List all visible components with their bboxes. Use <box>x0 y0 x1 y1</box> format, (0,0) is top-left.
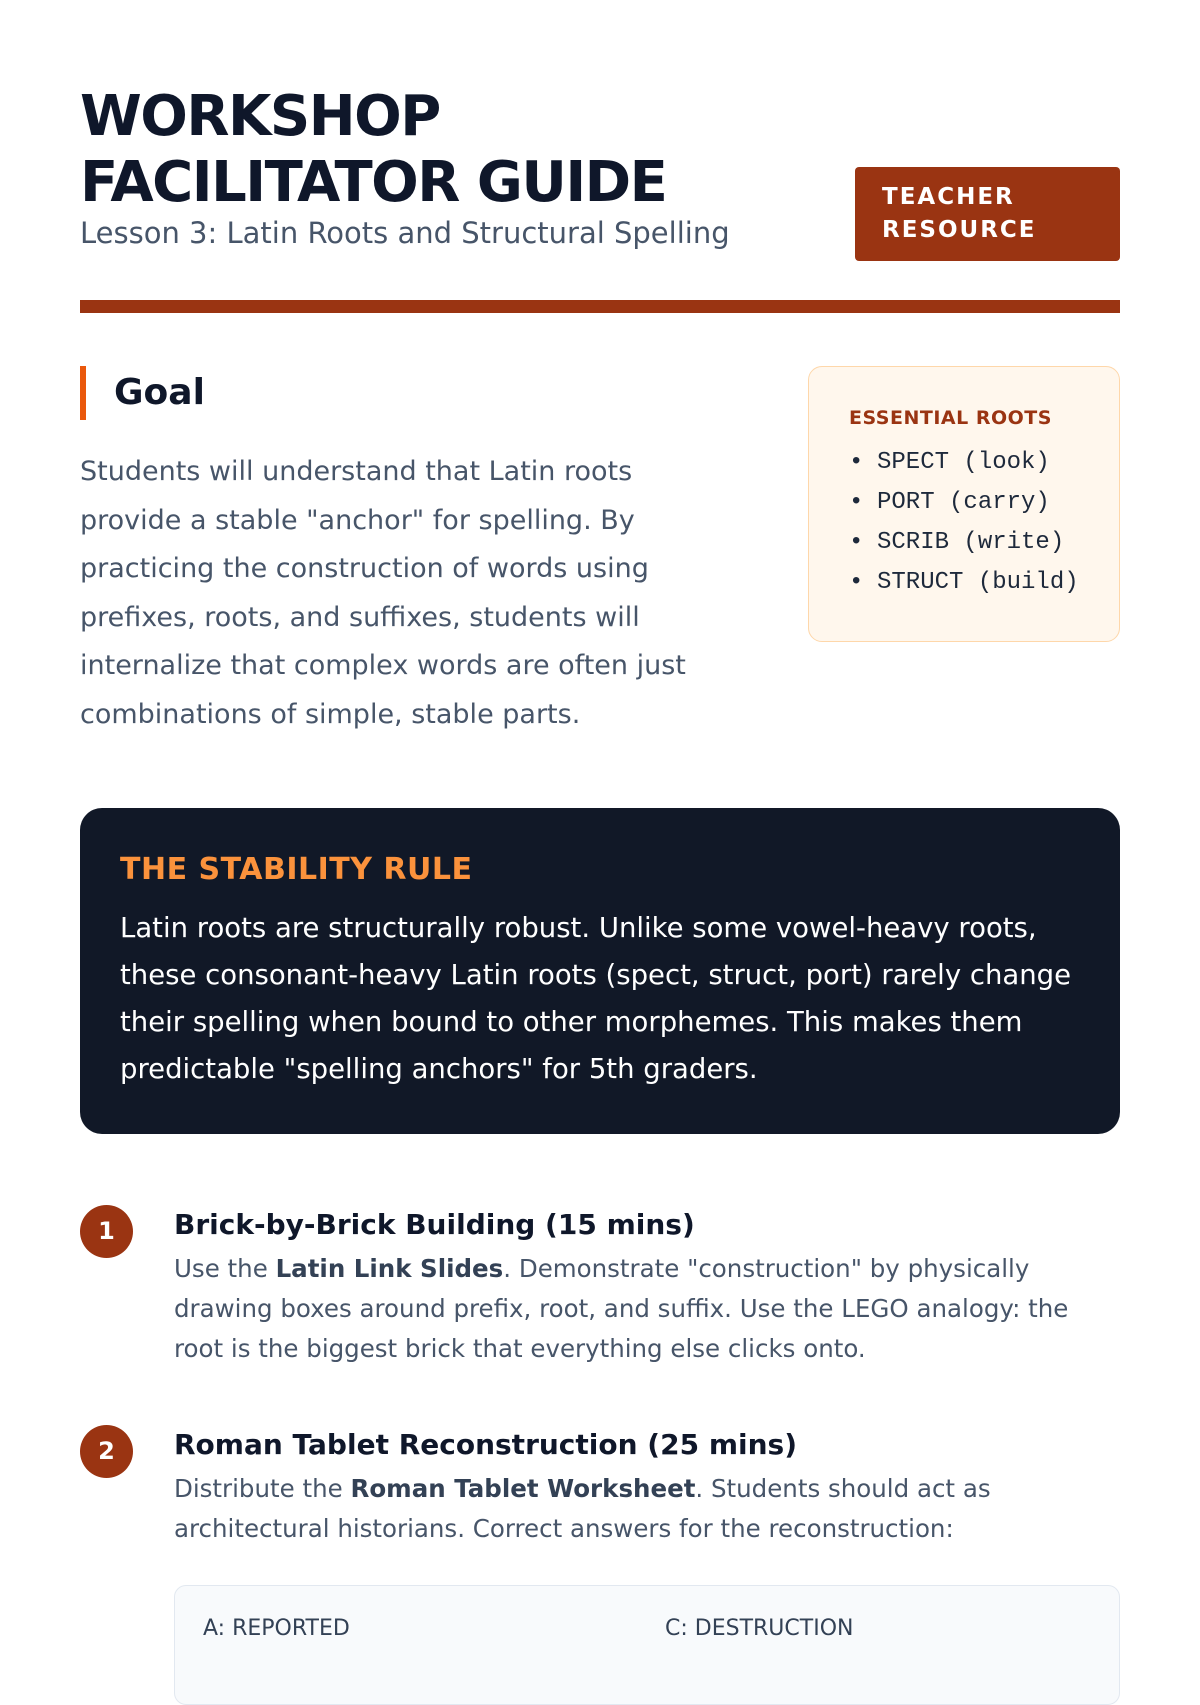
answer-item: C: DESTRUCTION <box>665 1616 854 1641</box>
root-item <box>849 563 1079 603</box>
title-line-1: WORKSHOP <box>80 84 440 149</box>
root-label: SPECT (look) <box>877 449 1050 476</box>
header-divider <box>80 300 1120 313</box>
root-item <box>849 483 1079 523</box>
step-title: Roman Tablet Reconstruction (25 mins) <box>174 1428 797 1461</box>
step-text <box>174 1249 1120 1369</box>
essential-roots-card <box>808 366 1120 642</box>
stability-rule-panel <box>80 808 1120 1134</box>
step-number-badge: 2 <box>80 1425 133 1478</box>
bullet-icon: • <box>849 489 864 516</box>
answer-item: A: REPORTED <box>203 1616 350 1641</box>
step-text-part: Distribute the <box>174 1474 351 1503</box>
root-label: SCRIB (write) <box>877 529 1065 556</box>
step-text-part: . Students should act as architectural historians. Correct answers for the reconstruction: <box>174 1474 991 1543</box>
header <box>80 84 1120 264</box>
resource-name: Roman Tablet Worksheet <box>350 1474 696 1503</box>
bullet-icon: • <box>849 529 864 556</box>
step-text-part: . Demonstrate "construction" by physically drawing boxes around prefix, root, and suffix. Use the LEGO analogy: the root is the biggest brick that everything else clicks onto. <box>174 1254 1069 1363</box>
stability-rule-text: Latin roots are structurally robust. Unlike some vowel-heavy roots, these consonant-heavy Latin roots (spect, struct, port) rarely change their spelling when bound to other morphemes. This makes them predictable "spelling anchors" for 5th graders. <box>120 912 1072 1085</box>
root-label: PORT (carry) <box>877 489 1050 516</box>
root-item <box>849 523 1079 563</box>
facilitator-guide-page <box>80 0 1120 1641</box>
root-label: STRUCT (build) <box>877 569 1079 596</box>
essential-roots-list <box>849 443 1079 603</box>
step-text <box>174 1469 1120 1549</box>
badge-line-1: TEACHER <box>882 184 1015 210</box>
resource-name: Latin Link Slides <box>275 1254 504 1283</box>
goal-text: Students will understand that Latin roots provide a stable "anchor" for spelling. By practicing the construction of words using prefixes, roots, and suffixes, students will internalize that complex words are often just combinations of simple, stable parts. <box>80 456 686 730</box>
step-text-part: Use the <box>174 1254 276 1283</box>
answer-key-box <box>174 1585 1120 1705</box>
essential-roots-title: ESSENTIAL ROOTS <box>849 407 1052 429</box>
bullet-icon: • <box>849 569 864 596</box>
page-subtitle: Lesson 3: Latin Roots and Structural Spelling <box>80 216 730 250</box>
step-title: Brick-by-Brick Building (15 mins) <box>174 1208 695 1241</box>
bullet-icon: • <box>849 449 864 476</box>
badge-line-2: RESOURCE <box>882 217 1037 243</box>
root-item <box>849 443 1079 483</box>
step-body <box>174 1205 1120 1369</box>
step-number-badge: 1 <box>80 1205 133 1258</box>
title-line-2: FACILITATOR GUIDE <box>80 150 667 215</box>
goal-heading: Goal <box>80 366 205 420</box>
step-body <box>174 1425 1120 1549</box>
teacher-resource-badge <box>855 167 1120 261</box>
stability-rule-title: THE STABILITY RULE <box>120 852 473 887</box>
